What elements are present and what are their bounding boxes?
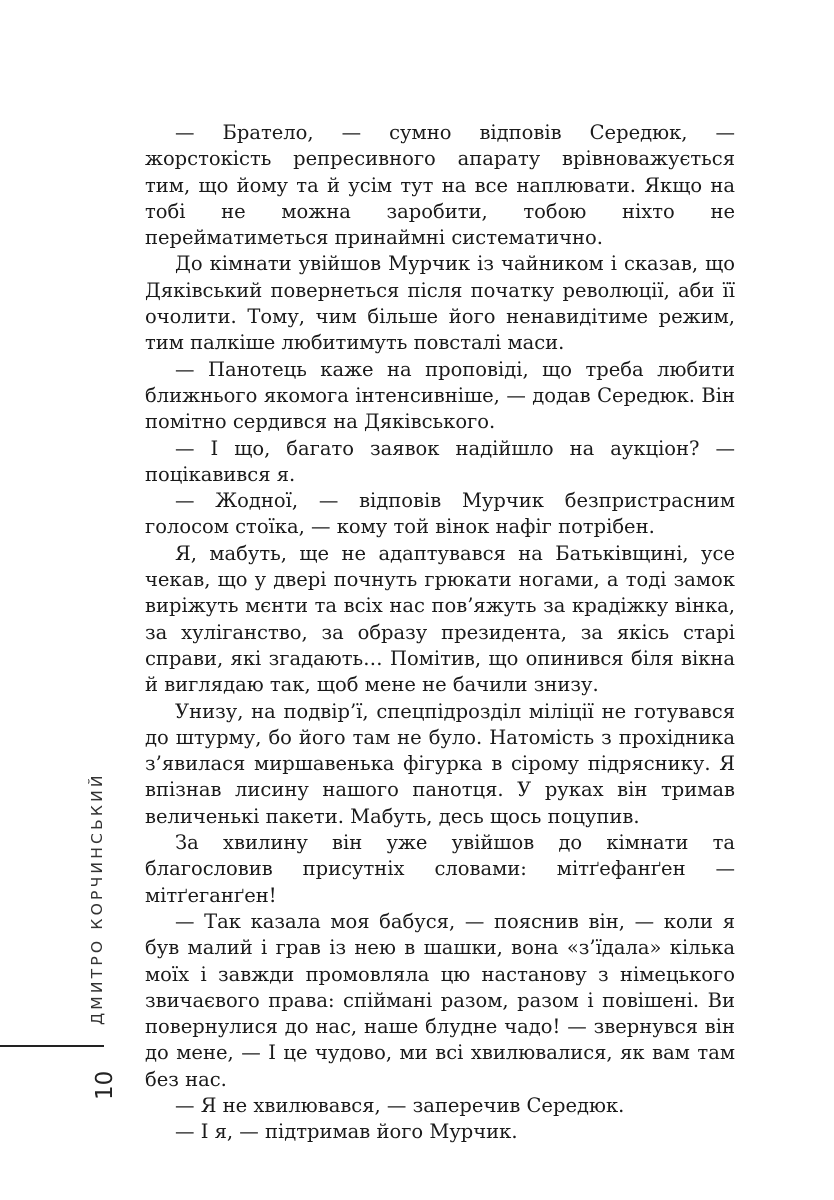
paragraph: — Братело, — сумно відповів Середюк, — жорстокість репресивного апарату врівноважується тим, що йому та й усім тут на все наплювати. Якщо на тобі не можна заробити, тобою ніхто не перейматиметься принаймні систематично. bbox=[145, 121, 735, 250]
page-sidebar bbox=[0, 0, 118, 1200]
paragraph: — Так казала моя бабуся, — пояснив він, — коли я був малий і грав із нею в шашки, вона «з’їдала» кілька моїх і завжди промовляла цю настанову з німецького звичаєвого права: спіймані разом, разом і повішені. Ви повернулися до нас, наше блудне чадо! — звернувся він до мене, — І це чудово, ми всі хвилювалися, як вам там без нас. bbox=[145, 909, 735, 1091]
paragraph: — Я не хвилювався, — заперечив Середюк. bbox=[175, 1093, 625, 1117]
paragraph: — І що, багато заявок надійшло на аукціон? — поцікавився я. bbox=[145, 436, 735, 486]
paragraph: За хвилину він уже увійшов до кімнати та благословив присутніх словами: мітґефанґен — мітґеганґен! bbox=[145, 831, 735, 907]
body-text bbox=[145, 120, 735, 1146]
paragraph: — Панотець каже на проповіді, що треба любити ближнього якомога інтенсивніше, — додав Середюк. Він помітно сердився на Дяківського. bbox=[145, 357, 735, 434]
sidebar-rule bbox=[0, 1045, 104, 1047]
paragraph: Я, мабуть, ще не адаптувався на Батьківщині, усе чекав, що у двері почнуть грюкати ногами, а тоді замок виріжуть мєнти та всіх нас пов’яжуть за крадіжку вінка, за хуліганство, за образу президента, за якісь старі справи, які згадають… Помітив, що опинився біля вікна й виглядаю так, щоб мене не бачили знизу. bbox=[145, 541, 735, 697]
page-number: 10 bbox=[92, 1070, 118, 1100]
paragraph: — Жодної, — відповів Мурчик безпристрасним голосом стоїка, — кому той вінок нафіг потрібен. bbox=[145, 489, 735, 539]
paragraph: До кімнати увійшов Мурчик із чайником і сказав, що Дяківський повернеться після початку революції, аби її очолити. Тому, чим більше його ненавидітиме режим, тим палкіше любитимуть повсталі маси. bbox=[145, 252, 735, 355]
paragraph: Унизу, на подвір’ї, спецпідрозділ міліції не готувався до штурму, бо його там не було. Натомість з прохідника з’явилася миршавенька фігурка в сірому підряснику. Я впізнав лисину нашого панотця. У руках він тримав величенькі пакети. Мабуть, десь щось поцупив. bbox=[145, 699, 735, 828]
paragraph: — І я, — підтримав його Мурчик. bbox=[175, 1120, 518, 1144]
author-name-vertical: ДМИТРО КОРЧИНСЬКИЙ bbox=[88, 772, 106, 1025]
